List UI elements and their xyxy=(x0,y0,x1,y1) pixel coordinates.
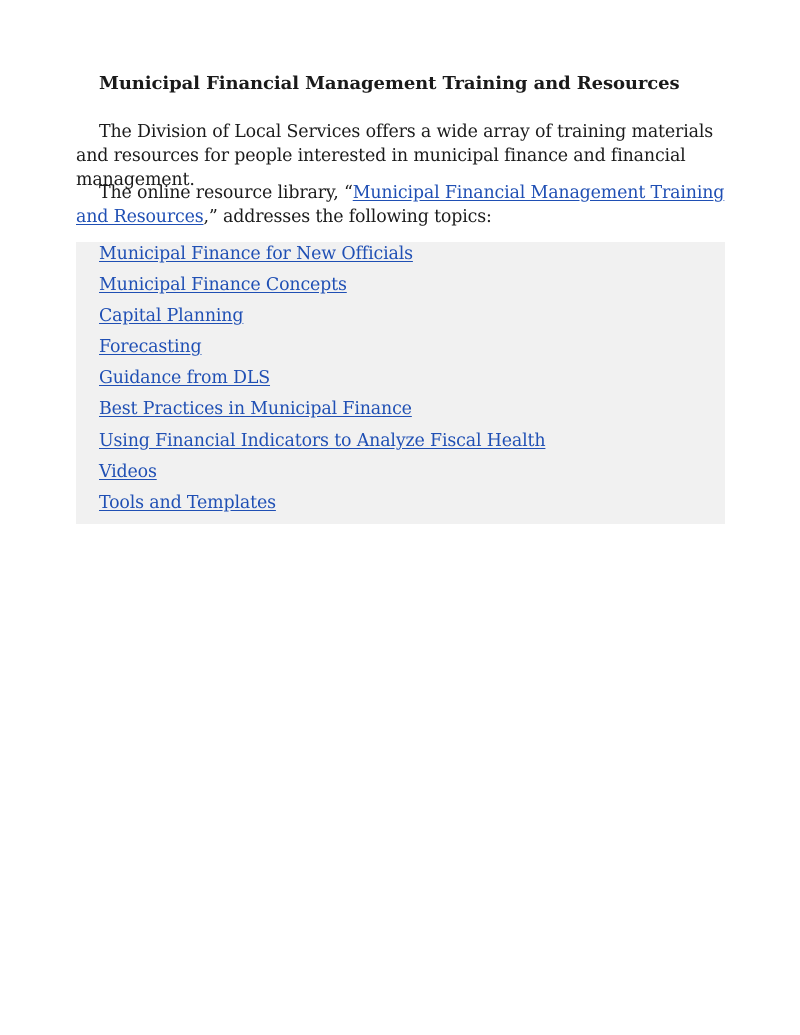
topic-link-guidance-dls[interactable]: Guidance from DLS xyxy=(99,368,271,389)
topic-link-new-officials[interactable]: Municipal Finance for New Officials xyxy=(99,244,413,264)
list-item xyxy=(99,491,545,522)
library-paragraph xyxy=(76,181,726,229)
intro-paragraph: The Division of Local Services offers a wide array of training materials and resources for people interested in municipal finance and financial management. xyxy=(76,122,714,190)
list-item xyxy=(99,397,545,428)
topic-link-finance-concepts[interactable]: Municipal Finance Concepts xyxy=(99,275,347,296)
topic-link-tools-templates[interactable]: Tools and Templates xyxy=(99,492,276,513)
list-item xyxy=(99,304,545,335)
list-item xyxy=(99,273,545,304)
resource-library-link[interactable]: Municipal Financial Management Training and Resources xyxy=(76,183,725,227)
library-paragraph-suffix: ,” addresses the following topics: xyxy=(203,207,492,227)
topic-link-capital-planning[interactable]: Capital Planning xyxy=(99,306,244,327)
list-item xyxy=(99,460,545,491)
topic-link-best-practices[interactable]: Best Practices in Municipal Finance xyxy=(99,399,412,420)
topic-link-financial-indicators[interactable]: Using Financial Indicators to Analyze Fiscal Health xyxy=(99,430,546,451)
topics-list xyxy=(99,242,545,522)
topics-list-box xyxy=(76,242,725,524)
topic-link-videos[interactable]: Videos xyxy=(99,461,157,482)
list-item xyxy=(99,242,545,273)
library-paragraph-prefix: The online resource library, “ xyxy=(99,183,353,203)
page-title: Municipal Financial Management Training and Resources xyxy=(99,73,680,94)
list-item xyxy=(99,366,545,397)
topic-link-forecasting[interactable]: Forecasting xyxy=(99,337,202,358)
list-item xyxy=(99,429,545,460)
list-item xyxy=(99,335,545,366)
